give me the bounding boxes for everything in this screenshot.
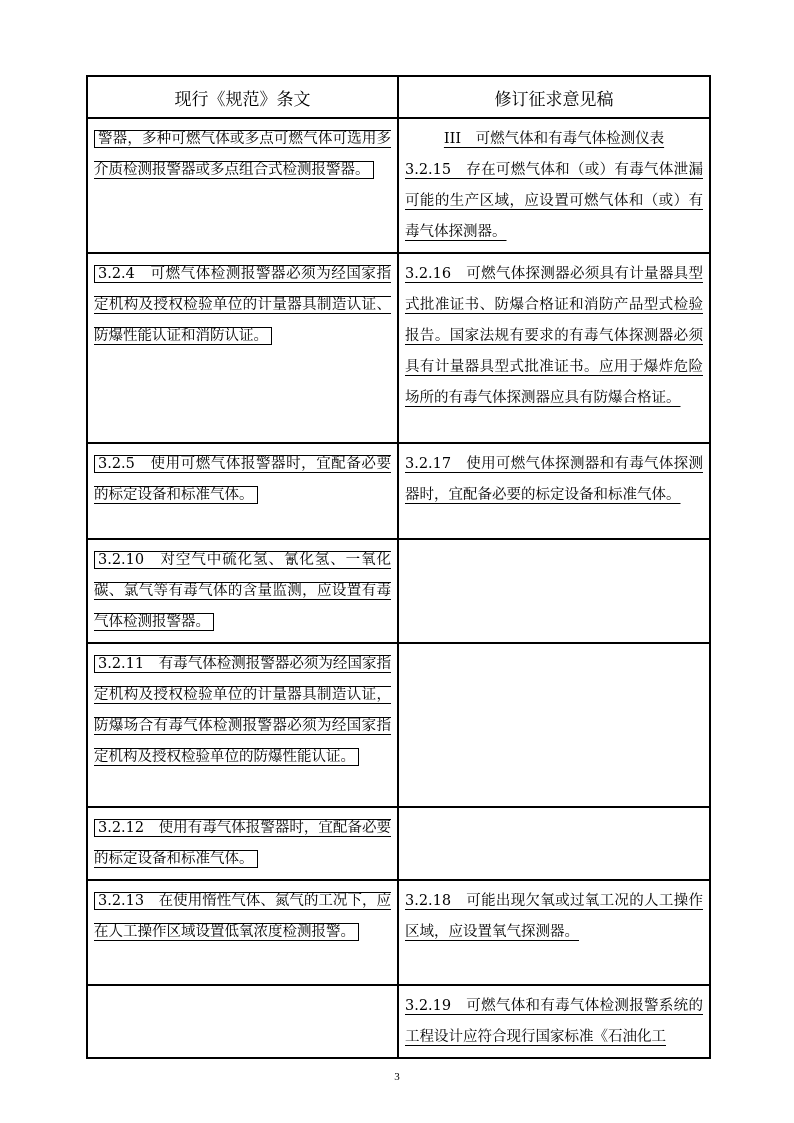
table-row xyxy=(87,253,710,443)
comparison-table xyxy=(86,75,711,1059)
table-row xyxy=(87,807,710,880)
table-row xyxy=(87,118,710,253)
table-header-row xyxy=(87,76,710,118)
current-clause-text: 3.2.13 在使用惰性气体、氮气的工况下，应在人工操作区域设置低氧浓度检测报警。 xyxy=(94,893,391,940)
revised-clause-cell xyxy=(398,443,710,539)
current-clause-cell xyxy=(87,253,398,443)
current-clause-cell xyxy=(87,880,398,985)
current-clause-text: 3.2.10 对空气中硫化氢、氰化氢、一氧化碳、氯气等有毒气体的含量监测，应设置有毒气体检测报警器。 xyxy=(94,552,391,630)
current-clause-cell xyxy=(87,443,398,539)
current-clause-text: 3.2.4 可燃气体检测报警器必须为经国家指定机构及授权检验单位的计量器具制造认证、防爆性能认证和消防认证。 xyxy=(94,266,391,344)
current-clause-cell xyxy=(87,539,398,643)
revised-clause-text: 3.2.17 使用可燃气体探测器和有毒气体探测器时，宜配备必要的标定设备和标准气体。 xyxy=(405,456,703,503)
section-title: III 可燃气体和有毒气体检测仪表 xyxy=(443,131,665,147)
current-clause-cell xyxy=(87,118,398,253)
revised-clause-text: 3.2.15 存在可燃气体和（或）有毒气体泄漏可能的生产区域，应设置可燃气体和（或）有毒气体探测器。 xyxy=(405,162,703,240)
table-row xyxy=(87,643,710,807)
revised-clause-cell xyxy=(398,539,710,643)
current-clause-text: 3.2.11 有毒气体检测报警器必须为经国家指定机构及授权检验单位的计量器具制造认证，防爆场合有毒气体检测报警器必须为经国家指定机构及授权检验单位的防爆性能认证。 xyxy=(94,656,391,765)
revised-clause-text: 3.2.18 可能出现欠氧或过氧工况的人工操作区域，应设置氧气探测器。 xyxy=(405,893,703,940)
table-row xyxy=(87,539,710,643)
revised-clause-text: 3.2.19 可燃气体和有毒气体检测报警系统的工程设计应符合现行国家标准《石油化工 xyxy=(405,998,703,1045)
header-revised-draft: 修订征求意见稿 xyxy=(398,76,710,118)
table-row xyxy=(87,443,710,539)
table-row xyxy=(87,880,710,985)
current-clause-cell xyxy=(87,807,398,880)
current-clause-text: 3.2.5 使用可燃气体报警器时，宜配备必要的标定设备和标准气体。 xyxy=(94,456,391,503)
revised-clause-cell xyxy=(398,118,710,253)
table-row xyxy=(87,985,710,1058)
revised-clause-cell xyxy=(398,880,710,985)
page-number: 3 xyxy=(394,1071,400,1083)
revised-clause-cell xyxy=(398,253,710,443)
revised-clause-cell xyxy=(398,807,710,880)
revised-clause-text: 3.2.16 可燃气体探测器必须具有计量器具型式批准证书、防爆合格证和消防产品型式检验报告。国家法规有要求的有毒气体探测器必须具有计量器具型式批准证书。应用于爆炸危险场所的有毒气体探测器应具有防爆合格证。 xyxy=(405,266,703,406)
current-clause-cell xyxy=(87,643,398,807)
header-current-clauses: 现行《规范》条文 xyxy=(87,76,398,118)
revised-clause-cell xyxy=(398,643,710,807)
current-clause-text: 警器，多种可燃气体或多点可燃气体可选用多介质检测报警器或多点组合式检测报警器。 xyxy=(94,131,391,178)
current-clause-cell xyxy=(87,985,398,1058)
revised-clause-cell xyxy=(398,985,710,1058)
current-clause-text: 3.2.12 使用有毒气体报警器时，宜配备必要的标定设备和标准气体。 xyxy=(94,820,391,867)
